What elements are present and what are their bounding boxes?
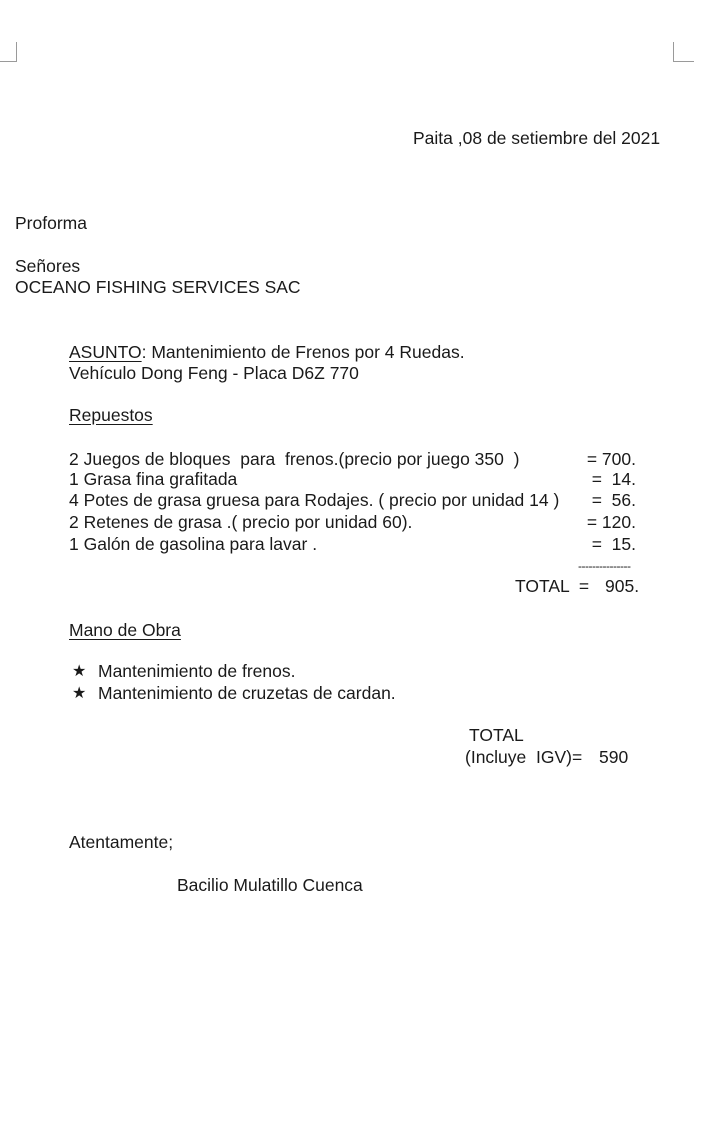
repuestos-total-value: 905. bbox=[605, 576, 640, 596]
labor-total-label: TOTAL bbox=[469, 725, 524, 745]
total-separator: --------------- bbox=[578, 559, 631, 573]
document-title: Proforma bbox=[15, 213, 87, 233]
farewell: Atentamente; bbox=[69, 832, 174, 852]
repuestos-item-description: 4 Potes de grasa gruesa para Rodajes. ( precio por unidad 14 ) bbox=[69, 490, 560, 510]
repuestos-item-description: 1 Grasa fina grafitada bbox=[69, 469, 238, 489]
repuestos-item-amount: = 700. bbox=[586, 449, 636, 469]
labor-total-value: 590 bbox=[599, 747, 629, 767]
subject-line bbox=[69, 342, 465, 363]
star-bullet-icon: ★ bbox=[72, 685, 87, 702]
repuestos-heading: Repuestos bbox=[69, 405, 153, 425]
labor-item: Mantenimiento de frenos. bbox=[98, 661, 296, 681]
subject-label: ASUNTO bbox=[69, 342, 142, 362]
page-corner-mark-top-right bbox=[673, 61, 694, 62]
repuestos-item-amount: = 15. bbox=[591, 534, 636, 554]
repuestos-item-description: 1 Galón de gasolina para lavar . bbox=[69, 534, 318, 554]
repuestos-item-amount: = 56. bbox=[591, 490, 636, 510]
page-corner-mark-top-left bbox=[16, 42, 17, 61]
page-corner-mark-top-right bbox=[673, 42, 674, 61]
labor-item: Mantenimiento de cruzetas de cardan. bbox=[98, 683, 396, 703]
repuestos-total-label: TOTAL = bbox=[515, 576, 590, 596]
repuestos-item-amount: = 120. bbox=[586, 512, 636, 532]
repuestos-item-description: 2 Juegos de bloques para frenos.(precio por juego 350 ) bbox=[69, 449, 520, 469]
signature-name: Bacilio Mulatillo Cuenca bbox=[177, 875, 363, 895]
vehicle-line: Vehículo Dong Feng - Placa D6Z 770 bbox=[69, 363, 359, 383]
salutation: Señores bbox=[15, 256, 81, 276]
star-bullet-icon: ★ bbox=[72, 663, 87, 680]
page-corner-mark-top-left bbox=[0, 61, 17, 62]
company-name: OCEANO FISHING SERVICES SAC bbox=[15, 277, 301, 297]
mano-de-obra-heading: Mano de Obra bbox=[69, 620, 181, 640]
date-line: Paita ,08 de setiembre del 2021 bbox=[413, 128, 661, 148]
subject-text: : Mantenimiento de Frenos por 4 Ruedas. bbox=[141, 342, 465, 362]
repuestos-item-amount: = 14. bbox=[591, 469, 636, 489]
labor-total-note: (Incluye IGV)= bbox=[465, 747, 583, 767]
repuestos-item-description: 2 Retenes de grasa .( precio por unidad 60). bbox=[69, 512, 413, 532]
